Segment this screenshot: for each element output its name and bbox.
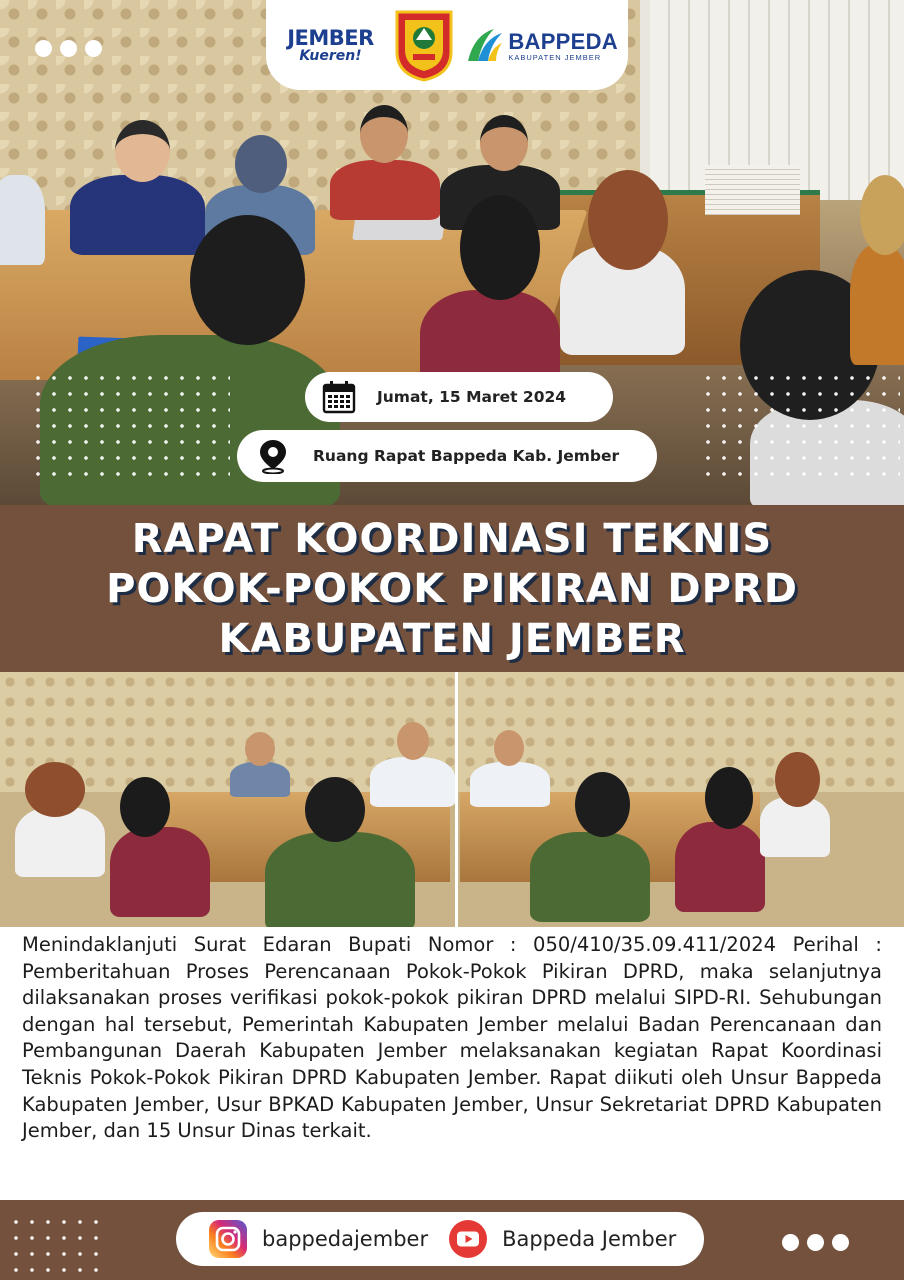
youtube-icon	[448, 1219, 488, 1259]
title-line-1: RAPAT KOORDINASI TEKNIS	[131, 515, 773, 562]
description-paragraph: Menindaklanjuti Surat Edaran Bupati Nomor : 050/410/35.09.411/2024 Perihal : Pemberitahuan Proses Perencanaan Pokok-Pokok Pikiran DPRD, maka selanjutnya dilaksanakan proses verifikasi pokok-pokok pikiran DPRD melalui SIPD-RI. Sehubungan dengan hal tersebut, Pemerintah Kabupaten Jember melalui Badan Perencanaan dan Pembangunan Daerah Kabupaten Jember melaksanakan kegiatan Rapat Koordinasi Teknis Pokok-Pokok Pikiran DPRD Kabupaten Jember. Rapat diikuti oleh Unsur Bappeda Kabupaten Jember, Usur BPKAD Kabupaten Jember, Unsur Sekretariat DPRD Kabupaten Jember, dan 15 Unsur Dinas terkait.	[22, 933, 882, 1143]
instagram-handle: bappedajember	[262, 1227, 429, 1251]
youtube-link[interactable]	[448, 1219, 676, 1259]
bappeda-logo	[464, 25, 618, 65]
photo-divider	[455, 672, 458, 927]
logo-jember-text: JEMBER	[287, 26, 374, 50]
instagram-link[interactable]	[208, 1219, 428, 1259]
decor-dot-grid	[30, 370, 230, 480]
youtube-channel-name: Bappeda Jember	[502, 1227, 677, 1251]
decor-dot-grid	[8, 1214, 98, 1274]
title-line-3: KABUPATEN JEMBER	[218, 615, 686, 662]
meeting-photo-bottom	[0, 672, 904, 927]
bappeda-mark-icon	[464, 25, 504, 65]
logo-kueren-text: Kueren!	[299, 48, 362, 64]
decor-three-dots	[35, 40, 102, 57]
social-links	[176, 1212, 704, 1266]
bappeda-name: BAPPEDA	[508, 28, 618, 54]
logo-header	[266, 0, 628, 90]
location-pin-icon	[255, 438, 291, 474]
date-pill	[305, 372, 613, 422]
instagram-icon	[208, 1219, 248, 1259]
event-date: Jumat, 15 Maret 2024	[377, 388, 567, 406]
jember-kueren-logo	[278, 26, 383, 64]
bappeda-subtitle: KABUPATEN JEMBER	[508, 52, 602, 62]
decor-dot-grid	[700, 370, 900, 480]
paper-stack	[705, 165, 800, 215]
title-banner	[0, 505, 904, 672]
event-location: Ruang Rapat Bappeda Kab. Jember	[313, 447, 620, 465]
calendar-icon	[321, 379, 357, 415]
jember-crest-icon	[393, 8, 455, 82]
title-line-2: POKOK-POKOK PIKIRAN DPRD	[106, 565, 798, 612]
location-pill	[237, 430, 657, 482]
decor-three-dots	[782, 1234, 849, 1251]
